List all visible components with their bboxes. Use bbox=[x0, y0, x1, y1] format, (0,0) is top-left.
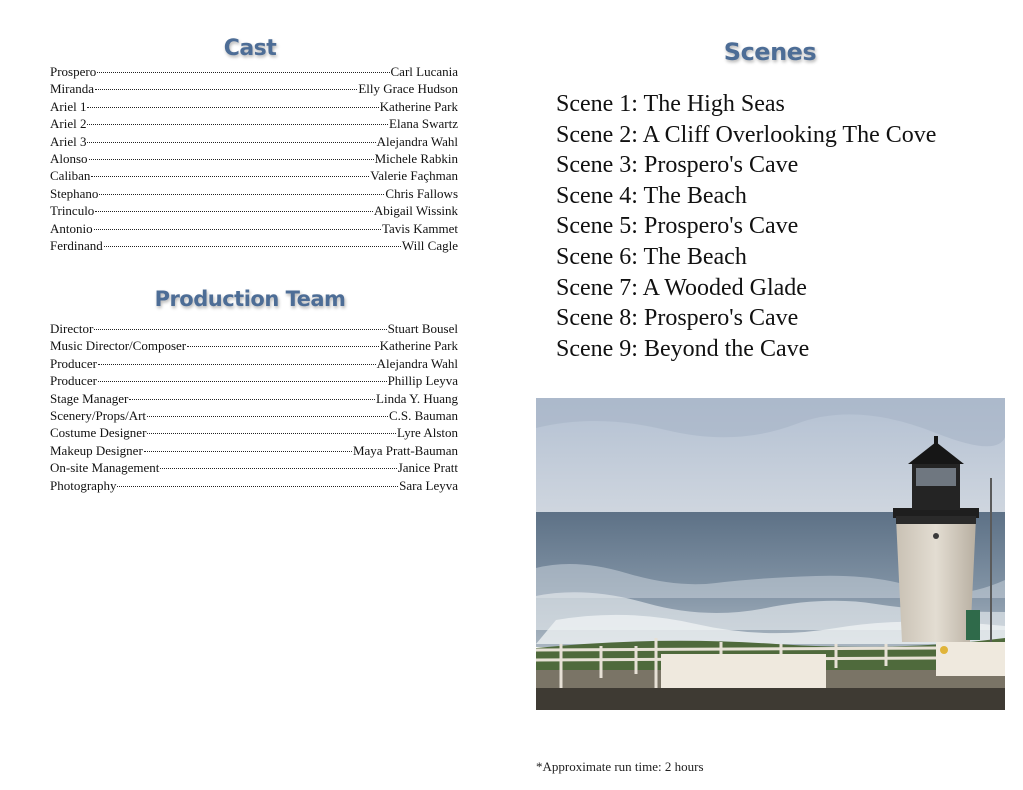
cast-row bbox=[50, 167, 458, 184]
credit-name: Alejandra Wahl bbox=[376, 133, 458, 149]
dot-leader bbox=[187, 346, 379, 347]
team-row bbox=[50, 477, 458, 494]
cast-list bbox=[50, 63, 458, 254]
credit-name: Maya Pratt-Bauman bbox=[352, 442, 458, 458]
credit-name: Stuart Bousel bbox=[387, 321, 458, 336]
credit-role: Ariel 1 bbox=[50, 98, 87, 114]
scene-item: Scene 7: A Wooded Glade bbox=[556, 274, 807, 301]
dot-leader bbox=[98, 364, 376, 365]
credit-name: Will Cagle bbox=[401, 237, 458, 253]
credit-name: Tavis Kammet bbox=[382, 220, 458, 236]
scene-item: Scene 2: A Cliff Overlooking The Cove bbox=[556, 121, 937, 148]
credit-name: Linda Y. Huang bbox=[376, 390, 458, 406]
credit-role: Antonio bbox=[50, 220, 93, 236]
team-row bbox=[50, 390, 458, 407]
scene-item: Scene 4: The Beach bbox=[556, 182, 747, 209]
dot-leader bbox=[87, 142, 375, 143]
scene-item: Scene 1: The High Seas bbox=[556, 91, 785, 117]
credit-role: Caliban bbox=[50, 168, 91, 184]
dot-leader bbox=[99, 194, 384, 195]
production-team-heading: Production Team bbox=[154, 287, 346, 311]
dot-leader bbox=[147, 433, 396, 434]
credit-role: Ariel 3 bbox=[50, 133, 87, 149]
cast-row bbox=[50, 80, 458, 97]
credit-name: Sara Leyva bbox=[399, 477, 458, 493]
credit-role: Prospero bbox=[50, 64, 97, 79]
cast-row bbox=[50, 115, 458, 132]
scene-item: Scene 5: Prospero's Cave bbox=[556, 213, 799, 240]
credit-name: Elana Swartz bbox=[389, 116, 458, 132]
dot-leader bbox=[95, 211, 373, 212]
credit-name: Janice Pratt bbox=[397, 460, 458, 476]
credit-role: Alonso bbox=[50, 150, 88, 166]
dot-leader bbox=[91, 176, 369, 177]
dot-leader bbox=[95, 89, 357, 90]
dot-leader bbox=[87, 124, 388, 125]
cast-row bbox=[50, 150, 458, 167]
credit-name: Katherine Park bbox=[379, 98, 458, 114]
run-time-note: *Approximate run time: 2 hours bbox=[536, 759, 704, 774]
dot-leader bbox=[160, 468, 396, 469]
credit-name: Elly Grace Hudson bbox=[358, 81, 458, 97]
scene-item: Scene 9: Beyond the Cave bbox=[556, 335, 810, 362]
scene-list bbox=[556, 89, 996, 364]
team-row bbox=[50, 424, 458, 441]
credit-name: C.S. Bauman bbox=[389, 407, 458, 423]
scene-item: Scene 3: Prospero's Cave bbox=[556, 152, 799, 179]
credit-name: Michele Rabkin bbox=[374, 150, 458, 166]
team-row bbox=[50, 355, 458, 372]
team-row bbox=[50, 372, 458, 389]
dot-leader bbox=[147, 416, 388, 417]
dot-leader bbox=[87, 107, 378, 108]
cast-row bbox=[50, 98, 458, 115]
dot-leader bbox=[144, 451, 352, 452]
credit-name: Katherine Park bbox=[379, 338, 458, 354]
credit-role: Director bbox=[50, 321, 94, 336]
credit-role: Miranda bbox=[50, 81, 95, 97]
cast-row bbox=[50, 237, 458, 254]
team-row bbox=[50, 320, 458, 337]
team-row bbox=[50, 407, 458, 424]
credit-role: Music Director/Composer bbox=[50, 338, 187, 354]
dot-leader bbox=[129, 399, 375, 400]
credit-name: Phillip Leyva bbox=[387, 373, 458, 389]
credit-role: Ferdinand bbox=[50, 237, 103, 253]
credit-role: Costume Designer bbox=[50, 425, 147, 441]
cast-row bbox=[50, 220, 458, 237]
production-team-list bbox=[50, 320, 458, 494]
credit-name: Valerie Façhman bbox=[370, 168, 458, 184]
credit-role: Stephano bbox=[50, 185, 99, 201]
dot-leader bbox=[97, 72, 389, 73]
cast-row bbox=[50, 202, 458, 219]
team-row bbox=[50, 337, 458, 354]
dot-leader bbox=[117, 486, 398, 487]
dot-leader bbox=[94, 329, 386, 330]
dot-leader bbox=[89, 159, 374, 160]
credit-name: Alejandra Wahl bbox=[376, 355, 458, 371]
lighthouse-photo bbox=[536, 398, 1005, 710]
cast-heading: Cast bbox=[223, 36, 277, 61]
cast-row bbox=[50, 133, 458, 150]
cast-row bbox=[50, 63, 458, 80]
cast-row bbox=[50, 185, 458, 202]
credit-role: Producer bbox=[50, 355, 97, 371]
scene-item: Scene 8: Prospero's Cave bbox=[556, 305, 799, 332]
credit-name: Carl Lucania bbox=[390, 64, 458, 79]
credit-name: Abigail Wissink bbox=[373, 203, 458, 219]
dot-leader bbox=[104, 246, 401, 247]
credit-role: Photography bbox=[50, 477, 117, 493]
credit-role: Scenery/Props/Art bbox=[50, 407, 147, 423]
team-row bbox=[50, 459, 458, 476]
credit-name: Chris Fallows bbox=[385, 185, 458, 201]
scene-item: Scene 6: The Beach bbox=[556, 243, 747, 270]
credit-name: Lyre Alston bbox=[396, 425, 458, 441]
credit-role: Makeup Designer bbox=[50, 442, 143, 458]
team-row bbox=[50, 442, 458, 459]
credit-role: Ariel 2 bbox=[50, 116, 87, 132]
credit-role: Stage Manager bbox=[50, 390, 129, 406]
credit-role: Producer bbox=[50, 373, 97, 389]
credit-role: On-site Management bbox=[50, 460, 160, 476]
dot-leader bbox=[94, 229, 381, 230]
scenes-heading: Scenes bbox=[723, 38, 817, 66]
credit-role: Trinculo bbox=[50, 203, 95, 219]
dot-leader bbox=[98, 381, 387, 382]
